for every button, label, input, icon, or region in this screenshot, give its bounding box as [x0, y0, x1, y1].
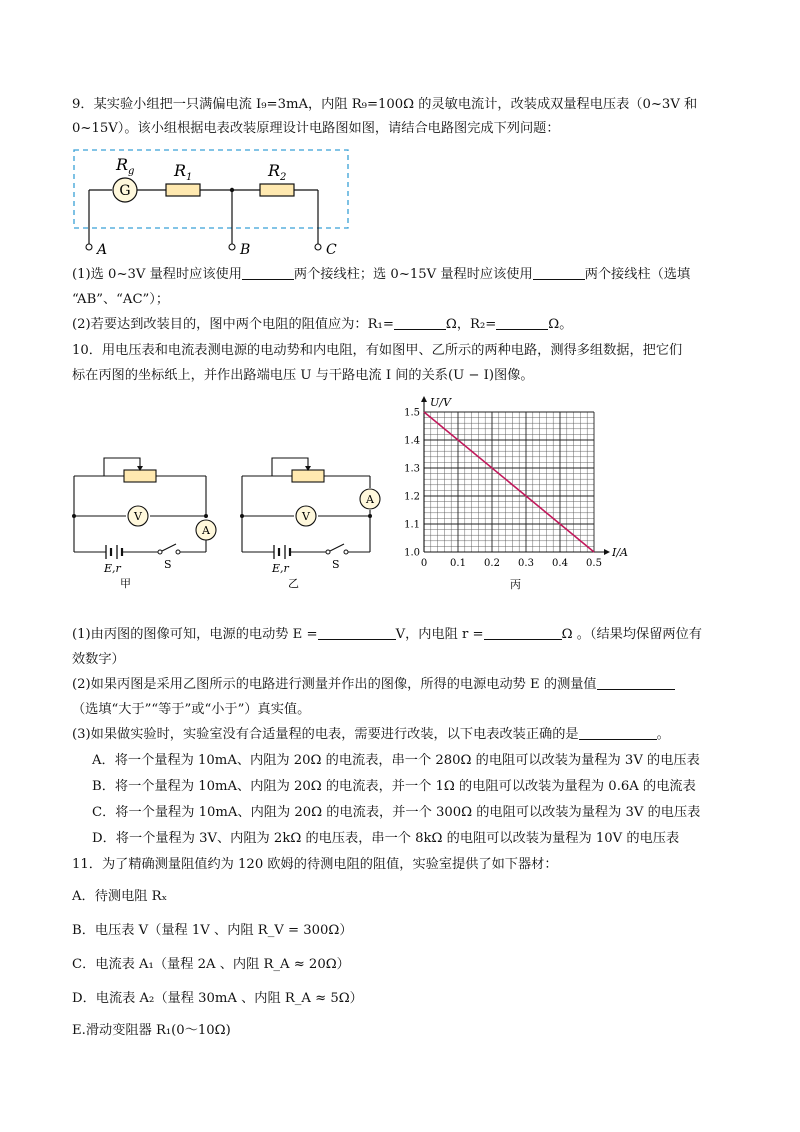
x-axis-arrow — [604, 549, 610, 555]
terminal-c — [315, 244, 321, 250]
q10-option-b[interactable]: B．将一个量程为 10mA、内阻为 20Ω 的电流表，并一个 1Ω 的电阻可以改装为量程为 0.6A 的电流表 — [92, 779, 696, 794]
q10-option-c[interactable]: C．将一个量程为 10mA、内阻为 20Ω 的电流表，并一个 300Ω 的电阻可以改装为量程为 3V 的电压表 — [92, 805, 701, 820]
voltmeter-label: V — [302, 510, 310, 523]
y-tick-label: 1.2 — [404, 491, 420, 503]
circuit-yi — [236, 448, 386, 598]
q10-line2: 标在丙图的坐标纸上，并作出路端电压 U 与干路电流 I 间的关系(U − I)图像。 — [72, 368, 534, 383]
q11-item-e: E.滑动变阻器 R₁(0～10Ω) — [72, 1023, 231, 1038]
q9-part1-cont: “AB”、“AC”）； — [72, 292, 170, 307]
q10-option-a[interactable]: A．将一个量程为 10mA、内阻为 20Ω 的电流表，串一个 280Ω 的电阻可以改装为量程为 3V 的电压表 — [92, 753, 700, 768]
chart-ticks — [404, 408, 602, 570]
caption-jia: 甲 — [120, 577, 131, 590]
q9-line1: 9．某实验小组把一只满偏电流 I₉=3mA，内阻 R₉=100Ω 的灵敏电流计，改装成双量程电压表（0~3V 和 — [72, 97, 698, 112]
q9-part2: (2)若要达到改装目的，图中两个电阻的阻值应为：R₁= Ω，R₂= Ω。 — [72, 317, 573, 332]
blank-q10-r[interactable] — [484, 626, 562, 640]
caption-yi: 乙 — [288, 577, 299, 590]
x-tick-label: 0.5 — [586, 558, 602, 569]
q9-part1: (1)选 0~3V 量程时应该使用 两个接线柱；选 0~15V 量程时应该使用 两个接线柱（选填 — [72, 267, 691, 282]
q10-part2-cont: （选填“大于”“等于”或“小于”）真实值。 — [72, 702, 311, 717]
circuit-jia — [68, 448, 218, 598]
q10-part2: (2)如果丙图是采用乙图所示的电路进行测量并作出的图像，所得的电源电动势 E 的测量值 — [72, 676, 732, 694]
ammeter-label: A — [202, 524, 210, 537]
q11-line1: 11．为了精确测量阻值约为 120 欧姆的待测电阻的阻值，实验室提供了如下器材： — [72, 857, 558, 872]
x-tick-label: 0 — [420, 558, 428, 569]
q10-part3: (3)如果做实验时，实验室没有合适量程的电表，需要进行改装，以下电表改装正确的是 。 — [72, 727, 670, 742]
terminal-a — [86, 244, 92, 250]
ammeter-label: A — [366, 493, 374, 506]
voltmeter-label: V — [134, 510, 142, 523]
blank-q9-r1[interactable] — [394, 316, 446, 330]
blank-q9-1[interactable] — [242, 266, 294, 280]
chart-ylabel: U/V — [430, 396, 451, 409]
rheostat-yi — [292, 470, 324, 482]
chart-xlabel: I/A — [612, 546, 628, 559]
chart-series — [424, 412, 594, 552]
q9-line2: 0~15V）。该小组根据电表改装原理设计电路图如图，请结合电路图完成下列问题： — [72, 121, 560, 136]
blank-q10-compare[interactable] — [597, 676, 675, 690]
x-tick-label: 0.2 — [484, 558, 500, 569]
blank-q10-choice[interactable] — [579, 726, 657, 740]
q11-item-c: C．电流表 A₁（量程 2A 、内阻 R_A ≈ 20Ω） — [72, 957, 350, 972]
q11-item-d: D．电流表 A₂（量程 30mA 、内阻 R_A ≈ 5Ω） — [72, 991, 363, 1006]
ui-chart — [394, 392, 644, 597]
switch-label: S — [332, 558, 340, 571]
q11-item-b: B．电压表 V（量程 1V 、内阻 R_V = 300Ω） — [72, 923, 353, 938]
y-tick-label: 1.3 — [404, 463, 420, 475]
battery-label: E,r — [272, 562, 289, 575]
terminal-b — [229, 244, 235, 250]
q9-circuit-diagram — [70, 146, 360, 256]
x-tick-label: 0.1 — [450, 558, 466, 569]
blank-q9-2[interactable] — [533, 266, 585, 280]
q10-option-d[interactable]: D．将一个量程为 3V、内阻为 2kΩ 的电压表，串一个 8kΩ 的电阻可以改装为量程为 10V 的电压表 — [92, 831, 680, 846]
blank-q10-e[interactable] — [318, 626, 396, 640]
y-axis-arrow — [421, 396, 427, 402]
y-tick-label: 1.0 — [404, 547, 420, 559]
resistor-r1 — [166, 184, 200, 196]
blank-q9-r2[interactable] — [496, 316, 548, 330]
terminal-b-label: B — [240, 242, 251, 256]
battery-label: E,r — [104, 562, 121, 575]
chart-axes — [421, 396, 610, 555]
x-tick-label: 0.4 — [552, 558, 568, 569]
y-tick-label: 1.5 — [404, 407, 420, 419]
x-tick-label: 0.3 — [518, 558, 534, 569]
q10-part1-cont: 效数字） — [72, 652, 125, 667]
q10-part1: (1)由丙图的图像可知，电源的电动势 E = V，内电阻 r = Ω 。（结果均保留两位有 — [72, 627, 702, 642]
resistor-r2 — [260, 184, 294, 196]
r2-label: $R_2$ — [268, 161, 287, 183]
y-tick-label: 1.1 — [404, 519, 420, 531]
terminal-a-label: A — [97, 242, 108, 256]
switch-label: S — [164, 558, 172, 571]
r1-label: $R_1$ — [174, 161, 193, 183]
q10-line1: 10．用电压表和电流表测电源的电动势和内电阻，有如图甲、乙所示的两种电路，测得多组数据，把它们 — [72, 343, 683, 358]
galvanometer-label: G — [119, 183, 131, 199]
q11-item-a: A．待测电阻 Rₓ — [72, 889, 168, 904]
series-line — [424, 412, 594, 552]
rg-label: $R_g$ — [116, 155, 135, 177]
chart-caption: 丙 — [510, 578, 521, 591]
rheostat-jia — [124, 470, 156, 482]
terminal-c-label: C — [326, 242, 337, 256]
y-tick-label: 1.4 — [404, 435, 420, 447]
